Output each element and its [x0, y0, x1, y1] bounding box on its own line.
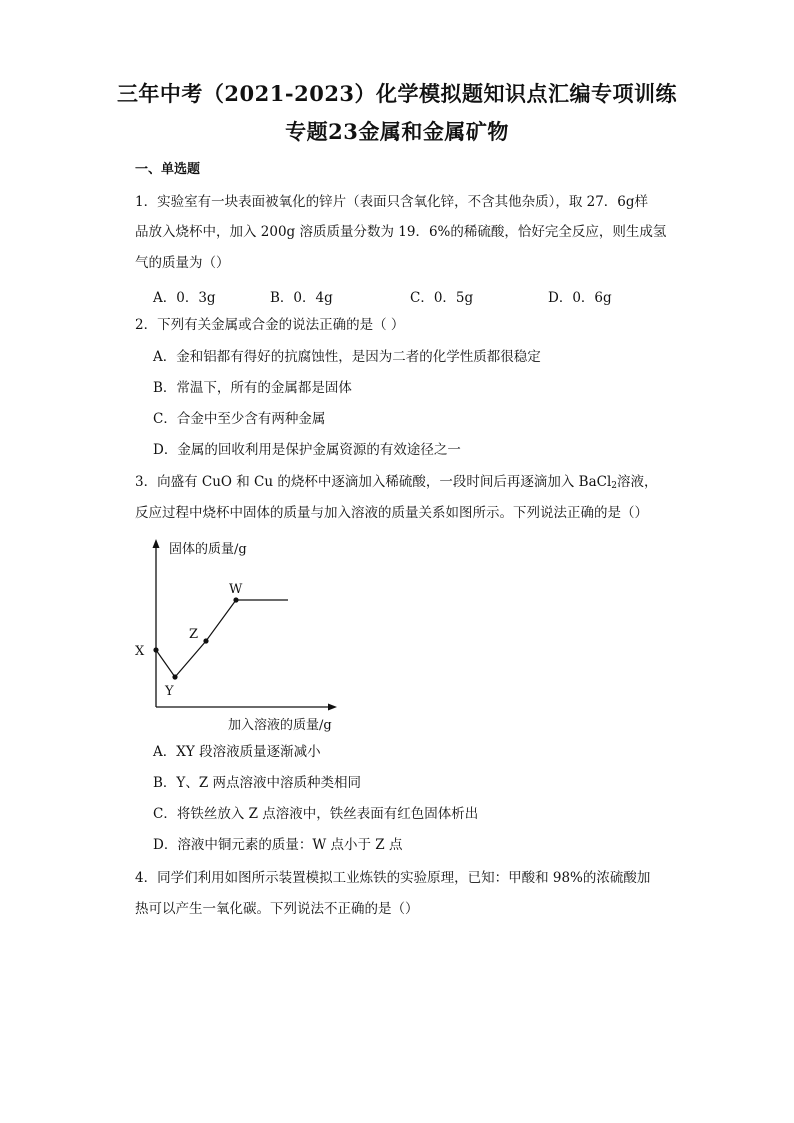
q2-option-c[interactable]: C．合金中至少含有两种金属 [153, 411, 326, 427]
q2-option-a[interactable]: A．金和铝都有得好的抗腐蚀性，是因为二者的化学性质都很稳定 [153, 349, 541, 365]
q1-option-b[interactable]: B．0．4g [270, 290, 333, 306]
q1-option-d[interactable]: D．0．6g [548, 290, 612, 306]
point-w [233, 597, 238, 602]
x-axis-label: 加入溶液的质量/g [228, 718, 332, 733]
q2-option-d[interactable]: D．金属的回收利用是保护金属资源的有效途径之一 [153, 442, 461, 458]
q1-option-a[interactable]: A．0．3g [153, 290, 216, 306]
page-title-line2: 专题23金属和金属矿物 [285, 119, 509, 144]
label-x: X [135, 644, 145, 659]
q4-stem-line2: 热可以产生一氧化碳。下列说法不正确的是（） [135, 901, 419, 917]
q3-stem-line1-text: 3．向盛有 CuO 和 Cu 的烧杯中逐滴加入稀硫酸，一段时间后再逐滴加入 BaCl [135, 474, 612, 490]
label-z: Z [189, 627, 199, 642]
label-w: W [229, 582, 243, 597]
q3-option-a[interactable]: A．XY 段溶液质量逐渐减小 [153, 744, 321, 760]
q3-option-c[interactable]: C．将铁丝放入 Z 点溶液中，铁丝表面有红色固体析出 [153, 806, 479, 822]
q2-option-b[interactable]: B．常温下，所有的金属都是固体 [153, 380, 352, 396]
x-axis-arrow [328, 704, 337, 711]
q4-stem-line1: 4．同学们利用如图所示装置模拟工业炼铁的实验原理，已知：甲酸和 98%的浓硫酸加 [135, 870, 651, 886]
q1-stem-line3: 气的质量为（） [135, 255, 230, 271]
q3-option-d[interactable]: D．溶液中铜元素的质量：W 点小于 Z 点 [153, 837, 403, 853]
point-z [203, 638, 208, 643]
q1-stem-line1: 1．实验室有一块表面被氧化的锌片（表面只含氧化锌，不含其他杂质），取 27．6g样 [135, 194, 649, 210]
q1-option-c[interactable]: C．0．5g [410, 290, 474, 306]
q3-graph [125, 535, 355, 740]
section-heading: 一、单选题 [135, 162, 201, 177]
label-y: Y [165, 684, 174, 699]
q3-stem-line1 [135, 472, 658, 496]
point-x [153, 647, 158, 652]
q1-stem-line2: 品放入烧杯中，加入 200g 溶质质量分数为 19．6%的稀硫酸，恰好完全反应，则生成氢 [135, 224, 667, 240]
q3-option-b[interactable]: B．Y、Z 两点溶液中溶质种类相同 [153, 775, 362, 791]
y-axis-arrow [153, 539, 160, 548]
q3-subscript: 2 [611, 481, 618, 491]
q3-stem-line2: 反应过程中烧杯中固体的质量与加入溶液的质量关系如图所示。下列说法正确的是（） [135, 505, 648, 521]
point-y [172, 674, 177, 679]
page-title-line1: 三年中考（2021-2023）化学模拟题知识点汇编专项训练 [116, 81, 678, 106]
q3-stem-line1-end: 溶液， [617, 474, 658, 490]
y-axis-label: 固体的质量/g [169, 542, 247, 557]
data-line [156, 600, 288, 677]
q2-stem: 2．下列有关金属或合金的说法正确的是（ ） [135, 317, 405, 333]
